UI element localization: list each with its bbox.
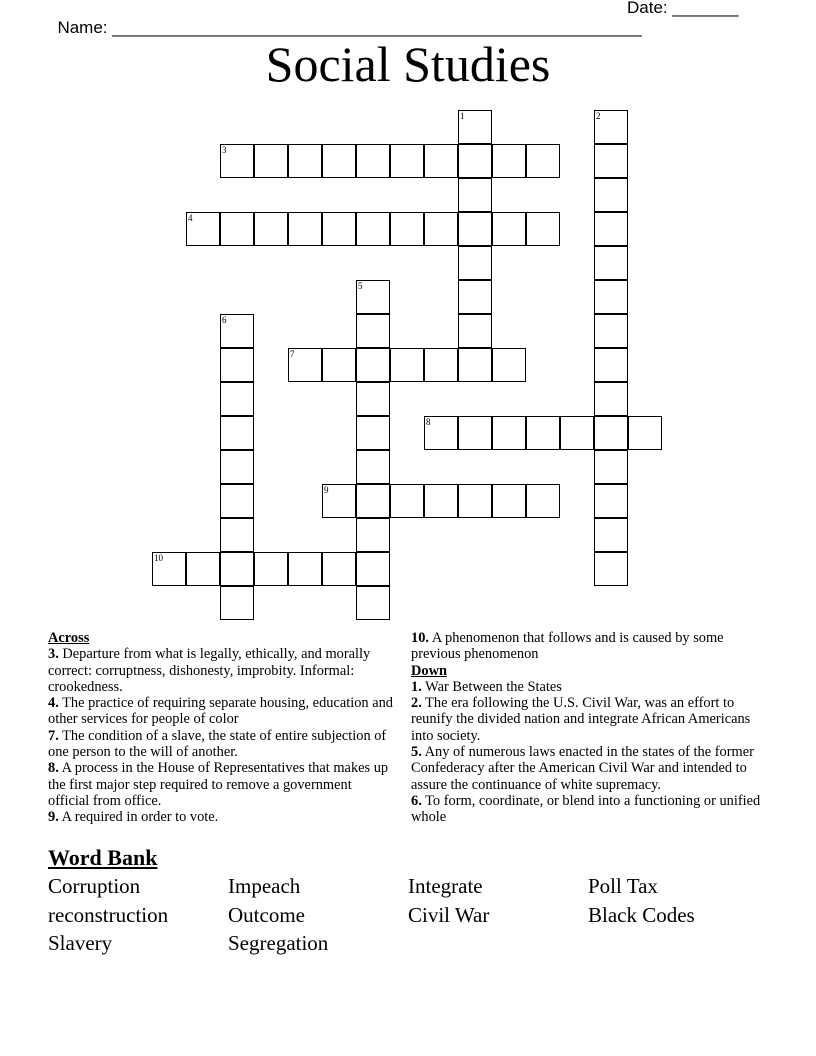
clue-number: 9. bbox=[48, 809, 59, 826]
grid-cell[interactable] bbox=[458, 246, 492, 280]
grid-cell[interactable] bbox=[594, 348, 628, 382]
date-field-label: Date: _______ bbox=[627, 0, 739, 17]
grid-cell[interactable] bbox=[254, 144, 288, 178]
word-bank-item: Corruption bbox=[48, 874, 141, 898]
grid-cell[interactable] bbox=[390, 348, 424, 382]
grid-cell[interactable] bbox=[220, 518, 254, 552]
word-bank-title: Word Bank bbox=[48, 845, 158, 870]
clue-down-1 bbox=[411, 679, 771, 695]
clue-across-8 bbox=[48, 760, 393, 809]
grid-cell[interactable] bbox=[594, 416, 628, 450]
grid-cell[interactable] bbox=[220, 348, 254, 382]
word-bank-item: Poll Tax bbox=[588, 874, 658, 898]
clue-across-4 bbox=[48, 695, 393, 728]
grid-cell[interactable] bbox=[186, 552, 220, 586]
grid-cell[interactable] bbox=[458, 280, 492, 314]
clue-number: 10. bbox=[411, 630, 429, 646]
word-bank-item: Slavery bbox=[48, 931, 113, 955]
grid-cell[interactable] bbox=[424, 348, 458, 382]
cell-number: 6 bbox=[222, 315, 227, 325]
grid-cell[interactable] bbox=[254, 212, 288, 246]
word-bank-item: Black Codes bbox=[588, 902, 695, 927]
clue-text: A phenomenon that follows and is caused by some previous phenomenon bbox=[411, 630, 724, 663]
grid-cell[interactable] bbox=[288, 144, 322, 178]
grid-cell[interactable] bbox=[628, 416, 662, 450]
grid-cell[interactable] bbox=[594, 450, 628, 484]
clue-across-3 bbox=[48, 646, 393, 695]
cell-number: 9 bbox=[324, 485, 329, 495]
clue-number: 6. bbox=[411, 792, 422, 809]
grid-cell[interactable] bbox=[356, 382, 390, 416]
grid-cell[interactable] bbox=[594, 382, 628, 416]
word-bank-item: Impeach bbox=[228, 874, 301, 898]
grid-cell[interactable] bbox=[220, 144, 254, 178]
grid-cell[interactable] bbox=[356, 552, 390, 586]
clue-across-9 bbox=[48, 809, 393, 825]
grid-cell[interactable] bbox=[356, 144, 390, 178]
clues-column-left bbox=[48, 630, 393, 826]
clue-down-6 bbox=[411, 793, 771, 826]
name-field-label: Name: ________________________________________________________ bbox=[57, 18, 642, 37]
cell-number: 2 bbox=[596, 111, 601, 121]
word-bank-item: Integrate bbox=[408, 874, 483, 898]
grid-cell[interactable] bbox=[220, 314, 254, 348]
grid-cell[interactable] bbox=[492, 484, 526, 518]
grid-cell[interactable] bbox=[220, 382, 254, 416]
clue-number: 8. bbox=[48, 760, 59, 777]
grid-cell[interactable] bbox=[594, 110, 628, 144]
grid-cell[interactable] bbox=[322, 552, 356, 586]
grid-cell[interactable] bbox=[424, 416, 458, 450]
clue-text: Any of numerous laws enacted in the states of the former Confederacy after the American Civil War and intended to assure the continuance of white supremacy. bbox=[411, 744, 754, 793]
clue-number: 5. bbox=[411, 744, 422, 761]
down-heading: Down bbox=[411, 662, 447, 679]
grid-cell[interactable] bbox=[526, 416, 560, 450]
grid-cell[interactable] bbox=[458, 484, 492, 518]
word-bank-item: Outcome bbox=[228, 902, 305, 927]
grid-cell[interactable] bbox=[458, 110, 492, 144]
grid-cell[interactable] bbox=[526, 144, 560, 178]
grid-cell[interactable] bbox=[594, 144, 628, 178]
grid-cell[interactable] bbox=[356, 416, 390, 450]
grid-cell[interactable] bbox=[424, 484, 458, 518]
grid-cell[interactable] bbox=[458, 178, 492, 212]
grid-cell[interactable] bbox=[492, 144, 526, 178]
grid-cell[interactable] bbox=[220, 484, 254, 518]
grid-cell[interactable] bbox=[322, 348, 356, 382]
grid-cell[interactable] bbox=[322, 144, 356, 178]
clue-text: The era following the U.S. Civil War, was an effort to reunify the divided nation and integrate African Americans into society. bbox=[411, 695, 751, 744]
clue-number: 7. bbox=[48, 727, 59, 744]
across-heading: Across bbox=[48, 630, 90, 646]
grid-cell[interactable] bbox=[390, 212, 424, 246]
clue-text: The condition of a slave, the state of entire subjection of one person to the will of another. bbox=[48, 727, 387, 761]
cell-number: 5 bbox=[358, 281, 363, 291]
grid-cell[interactable] bbox=[594, 246, 628, 280]
grid-cell[interactable] bbox=[458, 348, 492, 382]
grid-cell[interactable] bbox=[390, 484, 424, 518]
cell-number: 10 bbox=[154, 553, 163, 563]
grid-cell[interactable] bbox=[356, 586, 390, 620]
grid-cell[interactable] bbox=[220, 212, 254, 246]
grid-cell[interactable] bbox=[424, 144, 458, 178]
word-bank-item: Civil War bbox=[408, 902, 490, 927]
grid-cell[interactable] bbox=[458, 314, 492, 348]
clue-text: To form, coordinate, or blend into a functioning or unified whole bbox=[411, 792, 761, 826]
cell-number: 4 bbox=[188, 213, 193, 223]
clue-number: 2. bbox=[411, 695, 422, 712]
grid-cell[interactable] bbox=[390, 144, 424, 178]
grid-cell[interactable] bbox=[322, 484, 356, 518]
grid-cell[interactable] bbox=[220, 552, 254, 586]
clue-text: A process in the House of Representatives that makes up the first major step required to remove a government official from office. bbox=[48, 760, 389, 809]
grid-cell[interactable] bbox=[356, 314, 390, 348]
cell-number: 1 bbox=[460, 111, 465, 121]
grid-cell[interactable] bbox=[594, 280, 628, 314]
word-bank bbox=[48, 874, 768, 960]
grid-cell[interactable] bbox=[594, 552, 628, 586]
clue-across-10 bbox=[411, 630, 771, 663]
grid-cell[interactable] bbox=[492, 416, 526, 450]
grid-cell[interactable] bbox=[492, 212, 526, 246]
grid-cell[interactable] bbox=[356, 348, 390, 382]
grid-cell[interactable] bbox=[458, 416, 492, 450]
grid-cell[interactable] bbox=[424, 212, 458, 246]
grid-cell[interactable] bbox=[152, 552, 186, 586]
grid-cell[interactable] bbox=[492, 348, 526, 382]
cell-number: 7 bbox=[290, 349, 295, 359]
grid-cell[interactable] bbox=[594, 212, 628, 246]
grid-cell[interactable] bbox=[220, 586, 254, 620]
grid-cell[interactable] bbox=[594, 314, 628, 348]
clue-across-7 bbox=[48, 728, 393, 761]
grid-cell[interactable] bbox=[288, 348, 322, 382]
grid-cell[interactable] bbox=[186, 212, 220, 246]
clue-down-2 bbox=[411, 695, 771, 744]
grid-cell[interactable] bbox=[458, 144, 492, 178]
clue-text: A required in order to vote. bbox=[61, 809, 219, 826]
clue-text: The practice of requiring separate housing, education and other services for people of color bbox=[48, 695, 393, 728]
grid-cell[interactable] bbox=[356, 450, 390, 484]
clue-number: 3. bbox=[48, 646, 59, 663]
grid-cell[interactable] bbox=[356, 484, 390, 518]
cell-number: 3 bbox=[222, 145, 227, 155]
grid-cell[interactable] bbox=[594, 518, 628, 552]
grid-cell[interactable] bbox=[356, 212, 390, 246]
grid-cell[interactable] bbox=[560, 416, 594, 450]
clue-text: War Between the States bbox=[425, 678, 562, 695]
grid-cell[interactable] bbox=[220, 450, 254, 484]
grid-cell[interactable] bbox=[458, 212, 492, 246]
grid-cell[interactable] bbox=[594, 178, 628, 212]
grid-cell[interactable] bbox=[220, 416, 254, 450]
word-bank-item: reconstruction bbox=[48, 902, 169, 927]
grid-cell[interactable] bbox=[288, 552, 322, 586]
grid-cell[interactable] bbox=[356, 280, 390, 314]
grid-cell[interactable] bbox=[526, 484, 560, 518]
grid-cell[interactable] bbox=[322, 212, 356, 246]
clue-text: Departure from what is legally, ethically, and morally correct: corruptness, dishonesty, improbity. Informal: crookedness. bbox=[48, 646, 371, 695]
clues-column-right bbox=[411, 630, 771, 826]
grid-cell[interactable] bbox=[594, 484, 628, 518]
grid-cell[interactable] bbox=[526, 212, 560, 246]
clue-number: 1. bbox=[411, 678, 422, 695]
clue-down-5 bbox=[411, 744, 771, 793]
word-bank-item: Segregation bbox=[228, 931, 329, 955]
grid-cell[interactable] bbox=[288, 212, 322, 246]
page-title: Social Studies bbox=[265, 36, 551, 92]
grid-cell[interactable] bbox=[254, 552, 288, 586]
grid-cell[interactable] bbox=[356, 518, 390, 552]
clue-number: 4. bbox=[48, 695, 59, 712]
cell-number: 8 bbox=[426, 417, 431, 427]
